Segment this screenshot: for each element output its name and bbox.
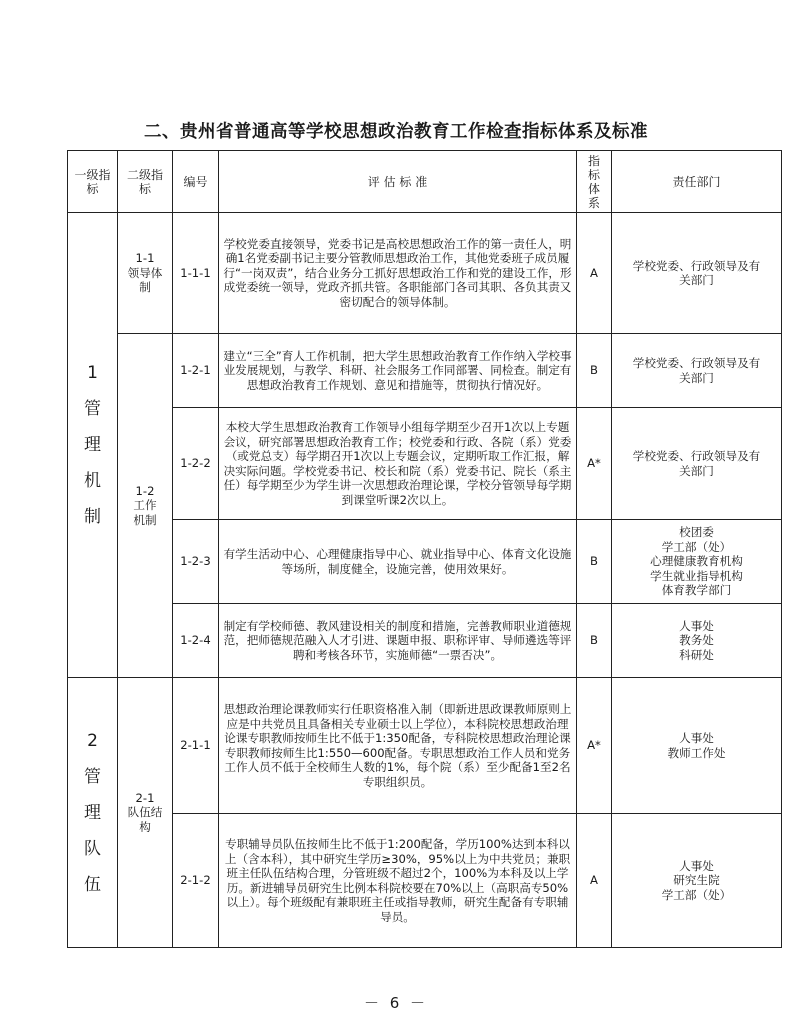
row-index: A* — [577, 408, 612, 520]
table-row — [68, 408, 782, 520]
row-department: 学校党委、行政领导及有 关部门 — [612, 334, 782, 408]
level2-1-1: 1-1 领导体 制 — [118, 213, 173, 334]
page-number: － 6 － — [363, 994, 429, 1012]
header-criteria: 评 估 标 准 — [219, 151, 577, 213]
row-code: 2-1-2 — [173, 814, 219, 948]
row-index: A* — [577, 678, 612, 814]
row-code: 1-2-4 — [173, 604, 219, 678]
level2-1-2: 1-2 工作 机制 — [118, 334, 173, 678]
level2-2-1: 2-1 队伍结 构 — [118, 678, 173, 948]
row-department: 人事处 教务处 科研处 — [612, 604, 782, 678]
row-department: 学校党委、行政领导及有 关部门 — [612, 408, 782, 520]
header-level2: 二级指标 — [118, 151, 173, 213]
header-index-system: 指 标 体 系 — [577, 151, 612, 213]
row-criteria: 学校党委直接领导，党委书记是高校思想政治工作的第一责任人，明确1名党委副书记主要分管教师思想政治工作，其他党委班子成员履行“一岗双责”，结合业务分工抓好思想政治工作和党的建设工作，形成党委统一领导，党政齐抓共管。各职能部门各司其职、各负其责又密切配合的领导体制。 — [219, 213, 577, 334]
row-department: 人事处 教师工作处 — [612, 678, 782, 814]
row-code: 1-2-1 — [173, 334, 219, 408]
header-code: 编号 — [173, 151, 219, 213]
level1-section-1: 1 管 理 机 制 — [68, 213, 118, 678]
header-department: 责任部门 — [612, 151, 782, 213]
row-index: B — [577, 334, 612, 408]
table-row — [68, 604, 782, 678]
row-code: 1-2-3 — [173, 520, 219, 604]
row-index: A — [577, 814, 612, 948]
row-code: 2-1-1 — [173, 678, 219, 814]
table-row — [68, 678, 782, 814]
page-title: 二、贵州省普通高等学校思想政治教育工作检查指标体系及标准 — [144, 122, 648, 142]
row-criteria: 制定有学校师德、教风建设相关的制度和措施，完善教师职业道德规范，把师德规范融入人才引进、课题申报、职称评审、导师遴选等评聘和考核各环节，实施师德“一票否决”。 — [219, 604, 577, 678]
row-index: B — [577, 604, 612, 678]
row-code: 1-2-2 — [173, 408, 219, 520]
table-row — [68, 814, 782, 948]
row-criteria: 有学生活动中心、心理健康指导中心、就业指导中心、体育文化设施等场所，制度健全，设施完善，使用效果好。 — [219, 520, 577, 604]
table-row — [68, 520, 782, 604]
row-code: 1-1-1 — [173, 213, 219, 334]
row-criteria: 本校大学生思想政治教育工作领导小组每学期至少召开1次以上专题会议，研究部署思想政治教育工作；校党委和行政、各院（系）党委（或党总支）每学期召开1次以上专题会议，定期听取工作汇报，解决实际问题。学校党委书记、校长和院（系）党委书记、院长（系主任）每学期至少为学生讲一次思想政治理论课，学校分管领导每学期到课堂听课2次以上。 — [219, 408, 577, 520]
table-row — [68, 334, 782, 408]
row-criteria: 思想政治理论课教师实行任职资格准入制（即新进思政课教师原则上应是中共党员且具备相关专业硕士以上学位），本科院校思想政治理论课专职教师按师生比不低于1:350配备，专科院校思想政治理论课专职教师按师生比1:550—600配备。专职思想政治工作人员和党务工作人员不低于全校师生人数的1%，每个院（系）至少配备1至2名专职组织员。 — [219, 678, 577, 814]
indicator-table — [67, 150, 782, 948]
table-row — [68, 213, 782, 334]
row-department: 人事处 研究生院 学工部（处） — [612, 814, 782, 948]
row-index: B — [577, 520, 612, 604]
row-department: 校团委 学工部（处） 心理健康教育机构 学生就业指导机构 体育教学部门 — [612, 520, 782, 604]
row-department: 学校党委、行政领导及有 关部门 — [612, 213, 782, 334]
level1-section-2: 2 管 理 队 伍 — [68, 678, 118, 948]
row-index: A — [577, 213, 612, 334]
table-header-row — [68, 151, 782, 213]
header-level1: 一级指标 — [68, 151, 118, 213]
row-criteria: 建立“三全”育人工作机制，把大学生思想政治教育工作作纳入学校事业发展规划，与教学、科研、社会服务工作同部署、同检查。制定有思想政治教育工作规划、意见和措施等，贯彻执行情况好。 — [219, 334, 577, 408]
row-criteria: 专职辅导员队伍按师生比不低于1:200配备，学历100%达到本科以上（含本科），其中研究生学历≥30%，95%以上为中共党员；兼职班主任队伍结构合理，分管班级不超过2个，100%为本科及以上学历。新进辅导员研究生比例本科院校要在70%以上（高职高专50%以上）。每个班级配有兼职班主任或指导教师，研究生配备有专职辅导员。 — [219, 814, 577, 948]
